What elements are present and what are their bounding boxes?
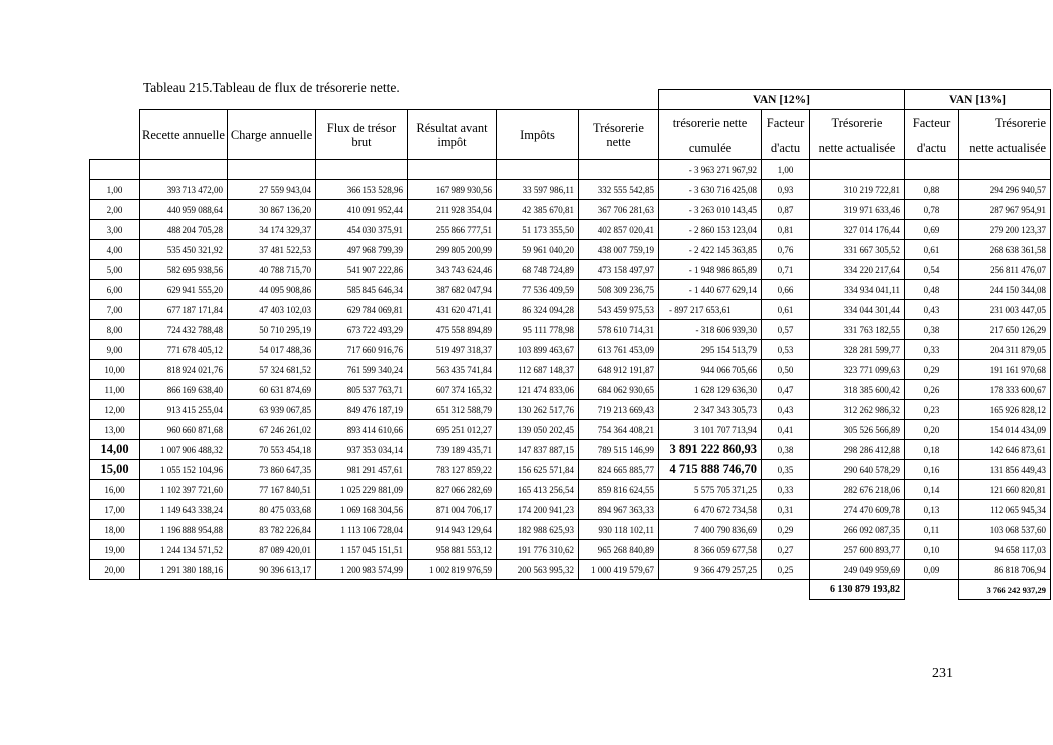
- impots-cell: 139 050 202,45: [497, 420, 579, 440]
- actualisee-13-cell: 191 161 970,68: [959, 360, 1051, 380]
- resultat-cell: 914 943 129,64: [408, 520, 497, 540]
- actualisee-13-cell: 94 658 117,03: [959, 540, 1051, 560]
- facteur-13-cell: 0,20: [905, 420, 959, 440]
- table-row: [90, 320, 1051, 340]
- facteur-12-cell: 0,53: [762, 340, 810, 360]
- impots-cell: 59 961 040,20: [497, 240, 579, 260]
- initial-row: [90, 160, 1051, 180]
- charge-cell: 37 481 522,53: [228, 240, 316, 260]
- impots-cell: 130 262 517,76: [497, 400, 579, 420]
- cumulee-cell: - 897 217 653,61: [659, 300, 762, 320]
- recette-cell: 488 204 705,28: [140, 220, 228, 240]
- year-cell: 3,00: [90, 220, 140, 240]
- tresorerie-cell: 1 000 419 579,67: [579, 560, 659, 580]
- flux-cell: 410 091 952,44: [316, 200, 408, 220]
- facteur-13-cell: 0,11: [905, 520, 959, 540]
- flux-cell: 497 968 799,39: [316, 240, 408, 260]
- van-12-total: 6 130 879 193,82: [810, 580, 905, 600]
- charge-cell: 44 095 908,86: [228, 280, 316, 300]
- impots-cell: 86 324 094,28: [497, 300, 579, 320]
- tresorerie-cell: 473 158 497,97: [579, 260, 659, 280]
- charge-cell: 27 559 943,04: [228, 180, 316, 200]
- facteur-13-cell: 0,13: [905, 500, 959, 520]
- tresorerie-cell: 578 610 714,31: [579, 320, 659, 340]
- recette-cell: 440 959 088,64: [140, 200, 228, 220]
- charge-cell: 83 782 226,84: [228, 520, 316, 540]
- impots-cell: 68 748 724,89: [497, 260, 579, 280]
- actualisee-13-cell: 287 967 954,91: [959, 200, 1051, 220]
- initial-cumulee: - 3 963 271 967,92: [659, 160, 762, 180]
- charge-cell: 73 860 647,35: [228, 460, 316, 480]
- flux-cell: 893 414 610,66: [316, 420, 408, 440]
- impots-cell: 103 899 463,67: [497, 340, 579, 360]
- facteur-12-cell: 0,25: [762, 560, 810, 580]
- cumulee-cell: - 2 422 145 363,85: [659, 240, 762, 260]
- tresorerie-cell: 613 761 453,09: [579, 340, 659, 360]
- header-recette: Recette annuelle: [140, 110, 228, 160]
- flux-cell: 1 025 229 881,09: [316, 480, 408, 500]
- actualisee-12-cell: 334 220 217,64: [810, 260, 905, 280]
- actualisee-12-cell: 310 219 722,81: [810, 180, 905, 200]
- cumulee-cell: 6 470 672 734,58: [659, 500, 762, 520]
- tresorerie-cell: 438 007 759,19: [579, 240, 659, 260]
- resultat-cell: 343 743 624,46: [408, 260, 497, 280]
- table-row: [90, 380, 1051, 400]
- actualisee-12-cell: 318 385 600,42: [810, 380, 905, 400]
- facteur-12-cell: 0,41: [762, 420, 810, 440]
- actualisee-12-cell: 327 014 176,44: [810, 220, 905, 240]
- actualisee-13-cell: 217 650 126,29: [959, 320, 1051, 340]
- facteur-12-cell: 0,50: [762, 360, 810, 380]
- facteur-13-cell: 0,78: [905, 200, 959, 220]
- table-row: [90, 300, 1051, 320]
- facteur-13-cell: 0,10: [905, 540, 959, 560]
- van-12-header: VAN [12%]: [659, 90, 905, 110]
- facteur-13-cell: 0,09: [905, 560, 959, 580]
- cumulee-cell: 1 628 129 636,30: [659, 380, 762, 400]
- actualisee-13-cell: 165 926 828,12: [959, 400, 1051, 420]
- facteur-12-cell: 0,43: [762, 400, 810, 420]
- facteur-13-cell: 0,88: [905, 180, 959, 200]
- table-caption: Tableau 215.Tableau de flux de trésorerie nette.: [143, 80, 400, 95]
- facteur-12-cell: 0,57: [762, 320, 810, 340]
- charge-cell: 80 475 033,68: [228, 500, 316, 520]
- facteur-12-cell: 0,76: [762, 240, 810, 260]
- header-actualisee-12-2: nette actualisée: [810, 138, 905, 160]
- actualisee-13-cell: 294 296 940,57: [959, 180, 1051, 200]
- facteur-13-cell: 0,54: [905, 260, 959, 280]
- recette-cell: 724 432 788,48: [140, 320, 228, 340]
- year-cell: 8,00: [90, 320, 140, 340]
- facteur-12-cell: 0,47: [762, 380, 810, 400]
- impots-cell: 51 173 355,50: [497, 220, 579, 240]
- table-row: [90, 400, 1051, 420]
- charge-cell: 54 017 488,36: [228, 340, 316, 360]
- resultat-cell: 475 558 894,89: [408, 320, 497, 340]
- facteur-13-cell: 0,14: [905, 480, 959, 500]
- actualisee-13-cell: 131 856 449,43: [959, 460, 1051, 480]
- facteur-13-cell: 0,43: [905, 300, 959, 320]
- year-cell: 17,00: [90, 500, 140, 520]
- actualisee-12-cell: 298 286 412,88: [810, 440, 905, 460]
- impots-cell: 200 563 995,32: [497, 560, 579, 580]
- actualisee-13-cell: 256 811 476,07: [959, 260, 1051, 280]
- cumulee-cell: 7 400 790 836,69: [659, 520, 762, 540]
- facteur-13-cell: 0,16: [905, 460, 959, 480]
- cumulee-cell: 4 715 888 746,70: [659, 460, 762, 480]
- flux-cell: 805 537 763,71: [316, 380, 408, 400]
- year-cell: 7,00: [90, 300, 140, 320]
- table-row: [90, 260, 1051, 280]
- resultat-cell: 827 066 282,69: [408, 480, 497, 500]
- table-row: [90, 560, 1051, 580]
- actualisee-13-cell: 86 818 706,94: [959, 560, 1051, 580]
- table-row: [90, 280, 1051, 300]
- resultat-cell: 783 127 859,22: [408, 460, 497, 480]
- facteur-12-cell: 0,71: [762, 260, 810, 280]
- recette-cell: 1 007 906 488,32: [140, 440, 228, 460]
- facteur-13-cell: 0,48: [905, 280, 959, 300]
- year-cell: 14,00: [90, 440, 140, 460]
- table-row: [90, 340, 1051, 360]
- actualisee-12-cell: 266 092 087,35: [810, 520, 905, 540]
- impots-cell: 33 597 986,11: [497, 180, 579, 200]
- table-row: [90, 500, 1051, 520]
- facteur-12-cell: 0,93: [762, 180, 810, 200]
- actualisee-13-cell: 142 646 873,61: [959, 440, 1051, 460]
- flux-cell: 937 353 034,14: [316, 440, 408, 460]
- resultat-cell: 739 189 435,71: [408, 440, 497, 460]
- impots-cell: 165 413 256,54: [497, 480, 579, 500]
- cumulee-cell: 295 154 513,79: [659, 340, 762, 360]
- tresorerie-cell: 824 665 885,77: [579, 460, 659, 480]
- table-row: [90, 460, 1051, 480]
- recette-cell: 1 102 397 721,60: [140, 480, 228, 500]
- tresorerie-cell: 719 213 669,43: [579, 400, 659, 420]
- tresorerie-cell: 648 912 191,87: [579, 360, 659, 380]
- table-row: [90, 220, 1051, 240]
- recette-cell: 818 924 021,76: [140, 360, 228, 380]
- resultat-cell: 563 435 741,84: [408, 360, 497, 380]
- actualisee-13-cell: 204 311 879,05: [959, 340, 1051, 360]
- flux-cell: 366 153 528,96: [316, 180, 408, 200]
- recette-cell: 1 149 643 338,24: [140, 500, 228, 520]
- flux-cell: 673 722 493,29: [316, 320, 408, 340]
- cumulee-cell: - 3 630 716 425,08: [659, 180, 762, 200]
- charge-cell: 34 174 329,37: [228, 220, 316, 240]
- header-cumulee-2: cumulée: [659, 138, 762, 160]
- resultat-cell: 255 866 777,51: [408, 220, 497, 240]
- year-cell: 19,00: [90, 540, 140, 560]
- facteur-12-cell: 0,66: [762, 280, 810, 300]
- charge-cell: 60 631 874,69: [228, 380, 316, 400]
- cumulee-cell: 5 575 705 371,25: [659, 480, 762, 500]
- cumulee-cell: - 1 948 986 865,89: [659, 260, 762, 280]
- actualisee-12-cell: 334 934 041,11: [810, 280, 905, 300]
- facteur-13-cell: 0,69: [905, 220, 959, 240]
- tresorerie-cell: 789 515 146,99: [579, 440, 659, 460]
- charge-cell: 77 167 840,51: [228, 480, 316, 500]
- resultat-cell: 387 682 047,94: [408, 280, 497, 300]
- year-cell: 9,00: [90, 340, 140, 360]
- table-row: [90, 540, 1051, 560]
- header-facteur-13-2: d'actu: [905, 138, 959, 160]
- tresorerie-cell: 754 364 408,21: [579, 420, 659, 440]
- van-13-header: VAN [13%]: [905, 90, 1051, 110]
- impots-cell: 191 776 310,62: [497, 540, 579, 560]
- actualisee-13-cell: 121 660 820,81: [959, 480, 1051, 500]
- tresorerie-cell: 508 309 236,75: [579, 280, 659, 300]
- charge-cell: 70 553 454,18: [228, 440, 316, 460]
- resultat-cell: 695 251 012,27: [408, 420, 497, 440]
- header-facteur-13: Facteur: [905, 110, 959, 138]
- facteur-12-cell: 0,29: [762, 520, 810, 540]
- cumulee-cell: - 318 606 939,30: [659, 320, 762, 340]
- table-row: [90, 200, 1051, 220]
- table-row: [90, 180, 1051, 200]
- charge-cell: 90 396 613,17: [228, 560, 316, 580]
- header-actualisee-13: Trésorerie: [959, 110, 1051, 138]
- tresorerie-cell: 930 118 102,11: [579, 520, 659, 540]
- totals-row: [90, 580, 1051, 600]
- recette-cell: 1 055 152 104,96: [140, 460, 228, 480]
- flux-cell: 1 157 045 151,51: [316, 540, 408, 560]
- actualisee-12-cell: 282 676 218,06: [810, 480, 905, 500]
- charge-cell: 63 939 067,85: [228, 400, 316, 420]
- initial-facteur: 1,00: [762, 160, 810, 180]
- impots-cell: 77 536 409,59: [497, 280, 579, 300]
- year-cell: 12,00: [90, 400, 140, 420]
- flux-cell: 1 113 106 728,04: [316, 520, 408, 540]
- year-cell: 1,00: [90, 180, 140, 200]
- tresorerie-cell: 332 555 542,85: [579, 180, 659, 200]
- impots-cell: 182 988 625,93: [497, 520, 579, 540]
- header-facteur-12: Facteur: [762, 110, 810, 138]
- facteur-13-cell: 0,29: [905, 360, 959, 380]
- actualisee-13-cell: 178 333 600,67: [959, 380, 1051, 400]
- year-cell: 15,00: [90, 460, 140, 480]
- facteur-13-cell: 0,26: [905, 380, 959, 400]
- flux-cell: 1 200 983 574,99: [316, 560, 408, 580]
- impots-cell: 95 111 778,98: [497, 320, 579, 340]
- flux-cell: 629 784 069,81: [316, 300, 408, 320]
- table-row: [90, 520, 1051, 540]
- actualisee-12-cell: 334 044 301,44: [810, 300, 905, 320]
- recette-cell: 960 660 871,68: [140, 420, 228, 440]
- actualisee-12-cell: 274 470 609,78: [810, 500, 905, 520]
- recette-cell: 913 415 255,04: [140, 400, 228, 420]
- actualisee-12-cell: 319 971 633,46: [810, 200, 905, 220]
- resultat-cell: 958 881 553,12: [408, 540, 497, 560]
- flux-cell: 454 030 375,91: [316, 220, 408, 240]
- actualisee-12-cell: 328 281 599,77: [810, 340, 905, 360]
- facteur-13-cell: 0,38: [905, 320, 959, 340]
- header-actualisee-13-2: nette actualisée: [959, 138, 1051, 160]
- actualisee-12-cell: 305 526 566,89: [810, 420, 905, 440]
- recette-cell: 866 169 638,40: [140, 380, 228, 400]
- actualisee-13-cell: 279 200 123,37: [959, 220, 1051, 240]
- year-cell: 18,00: [90, 520, 140, 540]
- recette-cell: 1 291 380 188,16: [140, 560, 228, 580]
- table-row: [90, 240, 1051, 260]
- page-number: 231: [932, 666, 953, 681]
- facteur-12-cell: 0,27: [762, 540, 810, 560]
- cumulee-cell: - 3 263 010 143,45: [659, 200, 762, 220]
- header-charge: Charge annuelle: [228, 110, 316, 160]
- tresorerie-cell: 894 967 363,33: [579, 500, 659, 520]
- facteur-13-cell: 0,18: [905, 440, 959, 460]
- resultat-cell: 299 805 200,99: [408, 240, 497, 260]
- resultat-cell: 431 620 471,41: [408, 300, 497, 320]
- charge-cell: 57 324 681,52: [228, 360, 316, 380]
- actualisee-12-cell: 331 667 305,52: [810, 240, 905, 260]
- impots-cell: 112 687 148,37: [497, 360, 579, 380]
- actualisee-12-cell: 290 640 578,29: [810, 460, 905, 480]
- resultat-cell: 1 002 819 976,59: [408, 560, 497, 580]
- resultat-cell: 167 989 930,56: [408, 180, 497, 200]
- impots-cell: 42 385 670,81: [497, 200, 579, 220]
- charge-cell: 40 788 715,70: [228, 260, 316, 280]
- cumulee-cell: - 2 860 153 123,04: [659, 220, 762, 240]
- van-header-row: [90, 90, 1051, 110]
- year-cell: 11,00: [90, 380, 140, 400]
- header-flux: Flux de trésor brut: [316, 110, 408, 160]
- actualisee-12-cell: 249 049 959,69: [810, 560, 905, 580]
- facteur-12-cell: 0,31: [762, 500, 810, 520]
- recette-cell: 582 695 938,56: [140, 260, 228, 280]
- resultat-cell: 211 928 354,04: [408, 200, 497, 220]
- facteur-12-cell: 0,87: [762, 200, 810, 220]
- charge-cell: 47 403 102,03: [228, 300, 316, 320]
- flux-cell: 541 907 222,86: [316, 260, 408, 280]
- flux-cell: 981 291 457,61: [316, 460, 408, 480]
- header-cumulee: trésorerie nette: [659, 110, 762, 138]
- recette-cell: 393 713 472,00: [140, 180, 228, 200]
- recette-cell: 771 678 405,12: [140, 340, 228, 360]
- year-cell: 5,00: [90, 260, 140, 280]
- actualisee-13-cell: 231 003 447,05: [959, 300, 1051, 320]
- facteur-12-cell: 0,35: [762, 460, 810, 480]
- tresorerie-cell: 367 706 281,63: [579, 200, 659, 220]
- year-cell: 10,00: [90, 360, 140, 380]
- cumulee-cell: 8 366 059 677,58: [659, 540, 762, 560]
- actualisee-12-cell: 323 771 099,63: [810, 360, 905, 380]
- cumulee-cell: 3 891 222 860,93: [659, 440, 762, 460]
- table-row: [90, 420, 1051, 440]
- column-header-row: [90, 110, 1051, 138]
- actualisee-13-cell: 103 068 537,60: [959, 520, 1051, 540]
- year-cell: 13,00: [90, 420, 140, 440]
- charge-cell: 67 246 261,02: [228, 420, 316, 440]
- resultat-cell: 871 004 706,17: [408, 500, 497, 520]
- recette-cell: 677 187 171,84: [140, 300, 228, 320]
- table-row: [90, 440, 1051, 460]
- actualisee-13-cell: 244 150 344,08: [959, 280, 1051, 300]
- resultat-cell: 607 374 165,32: [408, 380, 497, 400]
- facteur-12-cell: 0,33: [762, 480, 810, 500]
- flux-cell: 761 599 340,24: [316, 360, 408, 380]
- tresorerie-cell: 859 816 624,55: [579, 480, 659, 500]
- flux-cell: 1 069 168 304,56: [316, 500, 408, 520]
- actualisee-13-cell: 268 638 361,58: [959, 240, 1051, 260]
- actualisee-13-cell: 154 014 434,09: [959, 420, 1051, 440]
- year-cell: 4,00: [90, 240, 140, 260]
- header-facteur-12-2: d'actu: [762, 138, 810, 160]
- tresorerie-cell: 402 857 020,41: [579, 220, 659, 240]
- flux-cell: 585 845 646,34: [316, 280, 408, 300]
- resultat-cell: 519 497 318,37: [408, 340, 497, 360]
- charge-cell: 30 867 136,20: [228, 200, 316, 220]
- cumulee-cell: - 1 440 677 629,14: [659, 280, 762, 300]
- facteur-13-cell: 0,33: [905, 340, 959, 360]
- impots-cell: 147 837 887,15: [497, 440, 579, 460]
- year-cell: 16,00: [90, 480, 140, 500]
- header-impots: Impôts: [497, 110, 579, 160]
- actualisee-13-cell: 112 065 945,34: [959, 500, 1051, 520]
- cumulee-cell: 9 366 479 257,25: [659, 560, 762, 580]
- facteur-13-cell: 0,23: [905, 400, 959, 420]
- facteur-12-cell: 0,61: [762, 300, 810, 320]
- flux-cell: 849 476 187,19: [316, 400, 408, 420]
- cumulee-cell: 2 347 343 305,73: [659, 400, 762, 420]
- flux-cell: 717 660 916,76: [316, 340, 408, 360]
- tresorerie-cell: 684 062 930,65: [579, 380, 659, 400]
- tresorerie-cell: 543 459 975,53: [579, 300, 659, 320]
- van-13-total: 3 766 242 937,29: [959, 580, 1051, 600]
- table-row: [90, 360, 1051, 380]
- header-actualisee-12: Trésorerie: [810, 110, 905, 138]
- charge-cell: 87 089 420,01: [228, 540, 316, 560]
- charge-cell: 50 710 295,19: [228, 320, 316, 340]
- year-cell: 6,00: [90, 280, 140, 300]
- resultat-cell: 651 312 588,79: [408, 400, 497, 420]
- cumulee-cell: 3 101 707 713,94: [659, 420, 762, 440]
- actualisee-12-cell: 331 763 182,55: [810, 320, 905, 340]
- cash-flow-table: [89, 89, 1051, 600]
- recette-cell: 535 450 321,92: [140, 240, 228, 260]
- facteur-12-cell: 0,81: [762, 220, 810, 240]
- header-resultat: Résultat avant impôt: [408, 110, 497, 160]
- actualisee-12-cell: 257 600 893,77: [810, 540, 905, 560]
- impots-cell: 156 625 571,84: [497, 460, 579, 480]
- year-cell: 20,00: [90, 560, 140, 580]
- facteur-13-cell: 0,61: [905, 240, 959, 260]
- actualisee-12-cell: 312 262 986,32: [810, 400, 905, 420]
- facteur-12-cell: 0,38: [762, 440, 810, 460]
- recette-cell: 1 196 888 954,88: [140, 520, 228, 540]
- table-row: [90, 480, 1051, 500]
- year-cell: 2,00: [90, 200, 140, 220]
- impots-cell: 121 474 833,06: [497, 380, 579, 400]
- recette-cell: 629 941 555,20: [140, 280, 228, 300]
- header-tresorerie: Trésorerie nette: [579, 110, 659, 160]
- recette-cell: 1 244 134 571,52: [140, 540, 228, 560]
- cumulee-cell: 944 066 705,66: [659, 360, 762, 380]
- tresorerie-cell: 965 268 840,89: [579, 540, 659, 560]
- impots-cell: 174 200 941,23: [497, 500, 579, 520]
